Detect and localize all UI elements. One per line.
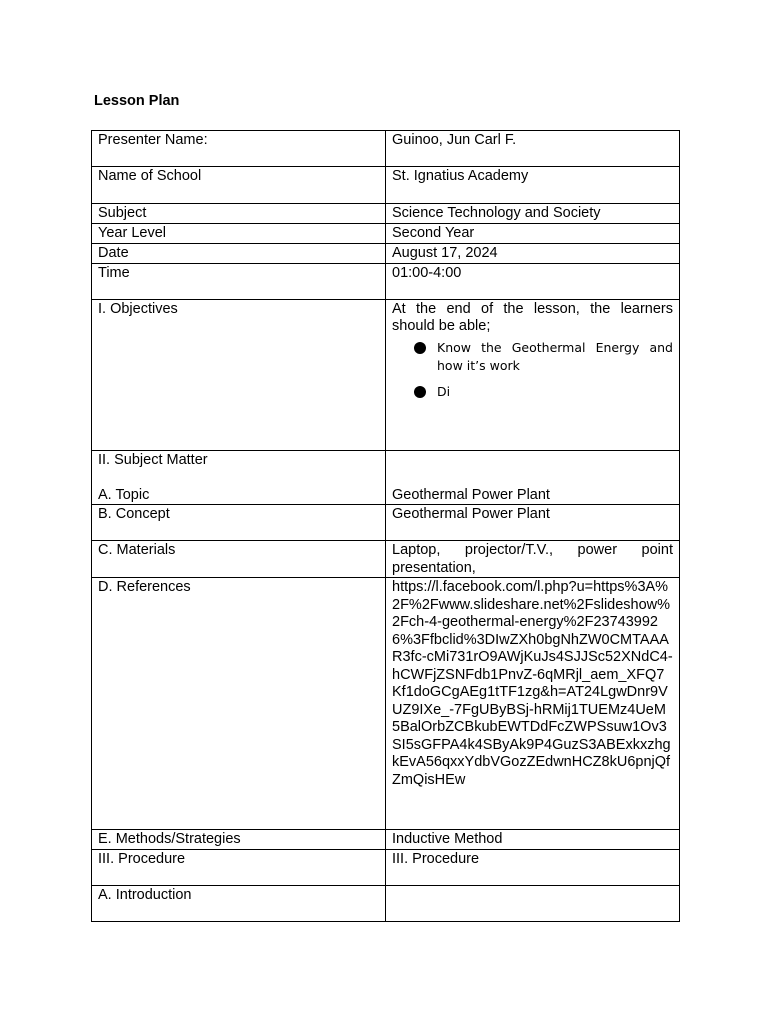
time-value: 01:00-4:00 bbox=[386, 263, 680, 299]
lesson-plan-table bbox=[91, 130, 680, 922]
topic-cell bbox=[386, 450, 680, 505]
concept-value: Geothermal Power Plant bbox=[386, 505, 680, 541]
school-value: St. Ignatius Academy bbox=[386, 167, 680, 204]
table-row bbox=[92, 541, 680, 578]
subject-matter-cell bbox=[92, 450, 386, 505]
table-row bbox=[92, 243, 680, 263]
presenter-value: Guinoo, Jun Carl F. bbox=[386, 131, 680, 167]
objectives-list bbox=[392, 339, 673, 401]
year-level-label: Year Level bbox=[92, 223, 386, 243]
table-row bbox=[92, 204, 680, 224]
methods-value: Inductive Method bbox=[386, 830, 680, 850]
topic-label: A. Topic bbox=[98, 486, 150, 503]
introduction-value bbox=[386, 886, 680, 922]
presenter-label: Presenter Name: bbox=[92, 131, 386, 167]
document-title: Lesson Plan bbox=[94, 93, 180, 109]
objectives-intro: At the end of the lesson, the learners should be able; bbox=[392, 300, 673, 334]
year-level-value: Second Year bbox=[386, 223, 680, 243]
bullet-dot-icon bbox=[414, 342, 426, 354]
materials-value: Laptop, projector/T.V., power point presentation, bbox=[386, 541, 680, 578]
spacer bbox=[392, 452, 673, 470]
list-item bbox=[414, 383, 673, 401]
procedure-value: III. Procedure bbox=[386, 850, 680, 886]
table-row bbox=[92, 830, 680, 850]
table-row bbox=[92, 223, 680, 243]
table-row bbox=[92, 167, 680, 204]
table-row bbox=[92, 299, 680, 450]
subject-label: Subject bbox=[92, 204, 386, 224]
table-row bbox=[92, 850, 680, 886]
objective-text: Know the Geothermal Energy and how it’s work bbox=[437, 339, 673, 373]
school-label: Name of School bbox=[92, 167, 386, 204]
topic-value: Geothermal Power Plant bbox=[392, 486, 550, 503]
procedure-label: III. Procedure bbox=[92, 850, 386, 886]
methods-label: E. Methods/Strategies bbox=[92, 830, 386, 850]
date-label: Date bbox=[92, 243, 386, 263]
concept-label: B. Concept bbox=[92, 505, 386, 541]
spacer bbox=[392, 469, 673, 487]
references-value: https://l.facebook.com/l.php?u=https%3A%2F%2Fwww.slideshare.net%2Fslideshow%2Fch-4-geothermal-energy%2F237439926%3Ffbclid%3DIwZXh0bgNhZW0CMTAAAR3fc-cMi731rO9AWjKuJs4SJJSc52XNdC4-hCWFjZSNFdb1PnvZ-6qMRjl_aem_XFQ7Kf1doGCgAEg1tTF1zg&h=AT24LgwDnr9VUZ9IXe_-7FgUByBSj-hRMij1TUEMz4UeM5BalOrbZCBkubEWTDdFcZWPSsuw1Ov3SI5sGFPA4k4SByAk9P4GuzS3ABExkxzhgkEvA56qxxYdbVGozZEdwnHCZ8kU6pnjQfZmQisHEw bbox=[386, 578, 680, 830]
references-label: D. References bbox=[92, 578, 386, 830]
table-row bbox=[92, 505, 680, 541]
objective-text: Di bbox=[437, 383, 451, 399]
time-label: Time bbox=[92, 263, 386, 299]
date-value: August 17, 2024 bbox=[386, 243, 680, 263]
materials-label: C. Materials bbox=[92, 541, 386, 578]
bullet-dot-icon bbox=[414, 386, 426, 398]
introduction-label: A. Introduction bbox=[92, 886, 386, 922]
table-row bbox=[92, 450, 680, 505]
list-item bbox=[414, 339, 673, 375]
table-row bbox=[92, 578, 680, 830]
objectives-label: I. Objectives bbox=[92, 299, 386, 450]
table-row bbox=[92, 131, 680, 167]
subject-value: Science Technology and Society bbox=[386, 204, 680, 224]
table-row bbox=[92, 886, 680, 922]
spacer bbox=[98, 469, 379, 487]
objectives-cell bbox=[386, 299, 680, 450]
table-row bbox=[92, 263, 680, 299]
subject-matter-label: II. Subject Matter bbox=[98, 451, 208, 468]
